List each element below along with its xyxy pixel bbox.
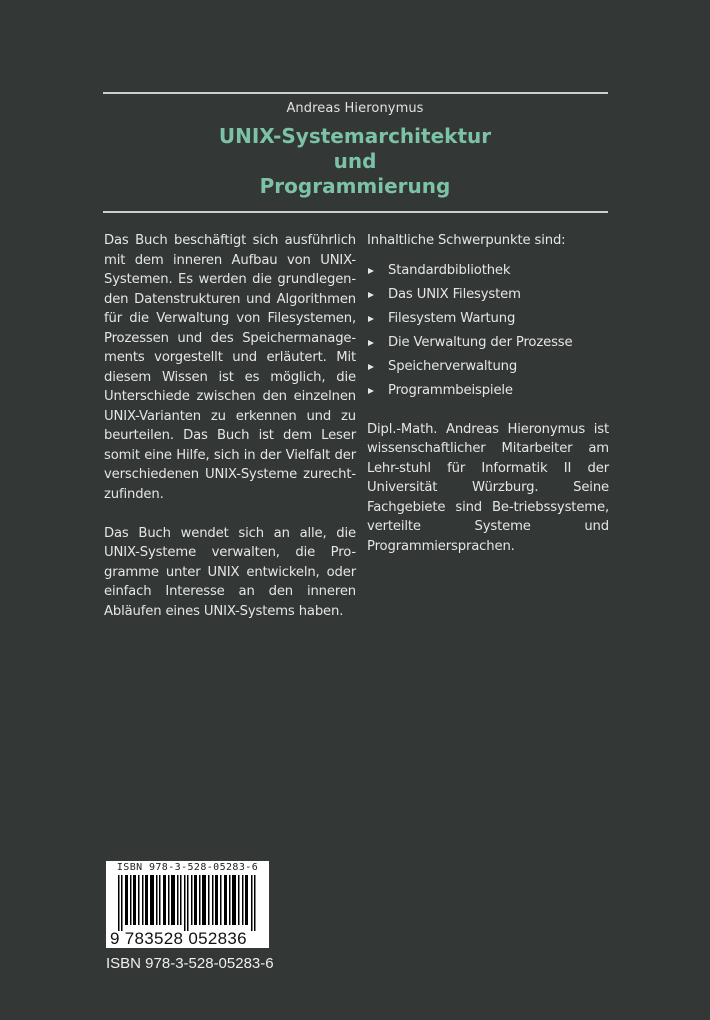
- barcode-bars-icon: [118, 875, 258, 931]
- topics-intro: Inhaltliche Schwerpunkte sind:: [367, 233, 566, 248]
- triangle-bullet-icon: [368, 388, 374, 394]
- topic-item: [367, 379, 609, 403]
- topic-label: Programmbeispiele: [388, 382, 513, 398]
- isbn-barcode: [106, 861, 269, 948]
- topic-label: Das UNIX Filesystem: [388, 286, 521, 302]
- author-name: Andreas Hieronymus: [286, 101, 424, 116]
- topic-item: [367, 331, 609, 355]
- barcode-isbn-label: ISBN 978-3-528-05283-6: [116, 862, 259, 873]
- topic-label: Die Verwaltung der Prozesse: [388, 334, 573, 350]
- triangle-bullet-icon: [368, 340, 374, 346]
- topic-item: [367, 283, 609, 307]
- bottom-divider: [103, 211, 608, 213]
- title-line-1: UNIX-Systemarchitektur: [218, 124, 492, 148]
- triangle-bullet-icon: [368, 268, 374, 274]
- triangle-bullet-icon: [368, 316, 374, 322]
- title-line-3: Programmierung: [259, 174, 451, 198]
- topic-item: [367, 259, 609, 283]
- description-paragraph-1: Das Buch beschäftigt sich ausführlich mit dem inneren Aufbau von UNIX-Systemen. Es werden die grundlegen-den Datenstrukturen und Algorithmen für die Verwaltung von Filesystemen, Prozessen und des Speichermanage-ments vorgestellt und erläutert. Mit diesem Wissen ist es möglich, die Unterschiede zwischen den einzelnen UNIX-Varianten zu erkennen und zu beurteilen. Das Buch ist dem Leser somit eine Hilfe, sich in der Vielfalt der verschiedenen UNIX-Systeme zurecht-zufinden.: [104, 233, 356, 502]
- title-line-2: und: [333, 149, 377, 173]
- barcode-digits: 9 783528 052836: [110, 929, 247, 948]
- topic-label: Standardbibliothek: [388, 262, 511, 278]
- topic-item: [367, 355, 609, 379]
- description-paragraph-2: Das Buch wendet sich an alle, die UNIX-Systeme verwalten, die Pro-gramme unter UNIX entwickeln, oder einfach Interesse an den inneren Abläufen eines UNIX-Systems haben.: [104, 525, 356, 619]
- triangle-bullet-icon: [368, 292, 374, 298]
- top-divider: [103, 92, 608, 94]
- isbn-text: ISBN 978-3-528-05283-6: [106, 955, 274, 972]
- description-column: [104, 231, 356, 641]
- triangle-bullet-icon: [368, 364, 374, 370]
- topic-label: Speicherverwaltung: [388, 358, 518, 374]
- topic-item: [367, 307, 609, 331]
- topics-list: [367, 259, 609, 403]
- contents-column: [367, 231, 609, 556]
- author-bio: Dipl.-Math. Andreas Hieronymus ist wissenschaftlicher Mitarbeiter am Lehr-stuhl für Informatik II der Universität Würzburg. Seine Fachgebiete sind Be-triebssysteme, verteilte Systeme und Programmiersprachen.: [367, 421, 609, 554]
- book-title: [0, 124, 710, 199]
- topic-label: Filesystem Wartung: [388, 310, 516, 326]
